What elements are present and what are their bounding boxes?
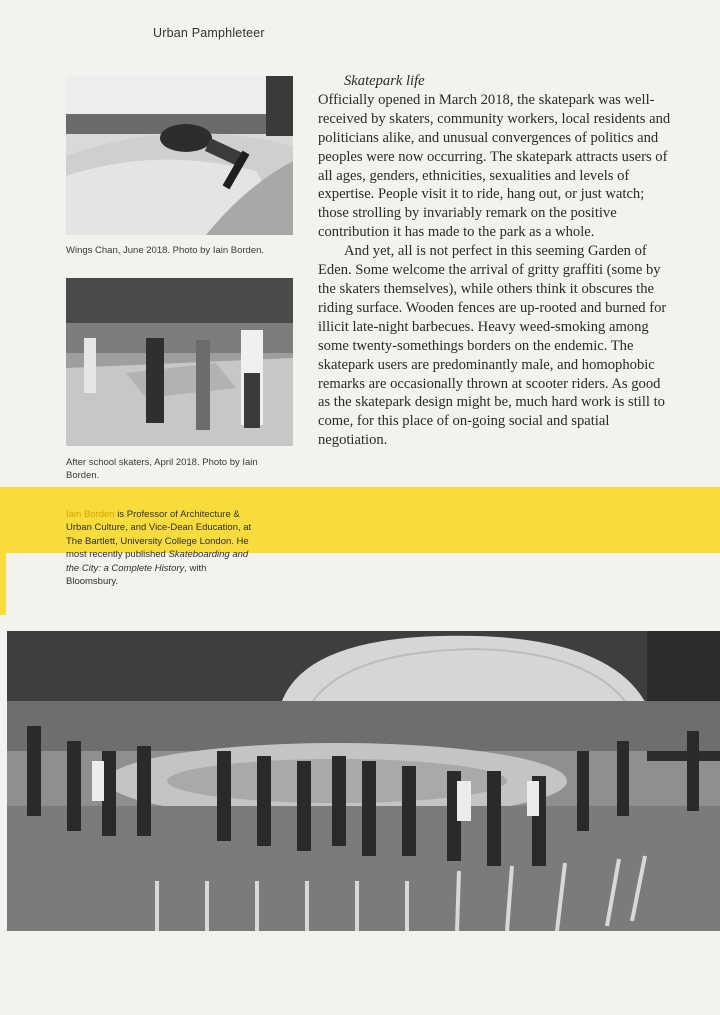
yellow-edge-tab [0,553,6,615]
article-body [318,72,674,450]
author-bio [66,508,256,588]
bio-text-2: , with Bloomsbury. [66,562,207,588]
section-title: Skatepark life [344,73,425,89]
after-school-skaters-photo [66,278,293,446]
book-title: Skateboarding and the City: a Complete History [66,549,249,574]
article-paragraph-1: Officially opened in March 2018, the skatepark was well-received by skaters, community workers, local residents and politicians alike, and unusual convergences of politics and peoples were now occurring. The skatepark attracts users of all ages, genders, ethnicities, sexualities and levels of expertise. People visit it to ride, hang out, or just watch; those strolling by invariably remark on the positive contribution it has made to the park as a whole. [318,91,671,241]
author-name: Iain Borden [66,509,115,520]
bio-text-1: is Professor of Architecture & Urban Culture, and Vice-Dean Education, at The Bartlett, University College London. He most recently published [66,509,252,561]
figure-caption-1: Wings Chan, June 2018. Photo by Iain Borden. [66,245,265,256]
skatepark-crowd-photo [7,631,720,931]
figure-caption-2: After school skaters, April 2018. Photo by Iain Borden. [66,457,258,481]
skater-bowl-photo [66,76,293,235]
running-head: Urban Pamphleteer [153,26,265,40]
article-paragraph-2: And yet, all is not perfect in this seeming Garden of Eden. Some welcome the arrival of gritty graffiti (some by the skaters themselves), while others think it obscures the riding surface. Wooden fences are up-rooted and burned for illicit late-night barbecues. Heavy weed-smoking among some twenty-somethings borders on the endemic. The skatepark users are predominantly male, and homophobic remarks are occasionally thrown at scooter riders. As good as the skatepark design might be, much hard work is still to come, for this place of on-going social and spatial negotiation. [318,243,667,449]
